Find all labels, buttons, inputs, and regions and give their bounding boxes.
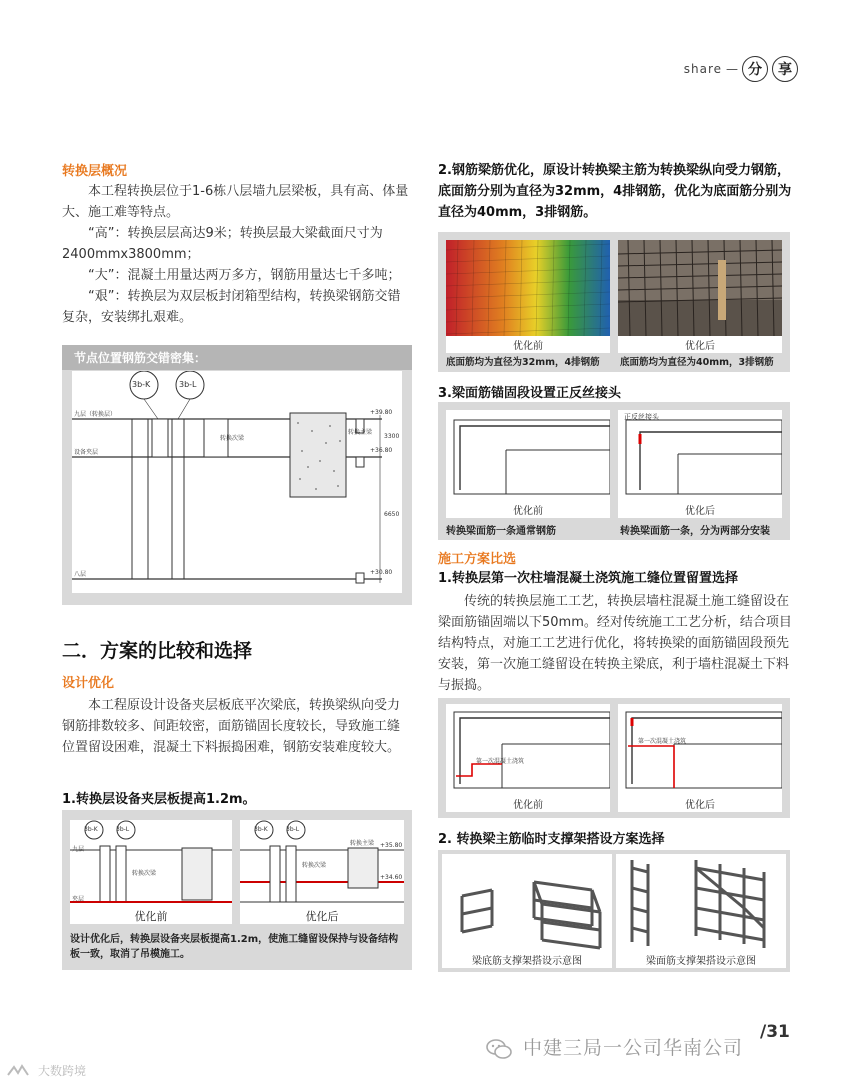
fig2-after-tag-k: 3b-K: [254, 826, 268, 833]
fig2-before-label-c: 转换次梁: [132, 870, 157, 877]
dimension-6650: 6650: [384, 511, 400, 518]
photo-rebar-before-svg: [446, 240, 610, 336]
header-share-label: share: [683, 62, 722, 76]
construction-scheme-title: 施工方案比选: [438, 552, 517, 567]
photo-rebar-before: [446, 240, 610, 336]
fig3-note-after: 底面筋均为直径为40mm，3排钢筋: [620, 357, 774, 368]
node-rebar-svg: [72, 371, 402, 593]
fig5-after-svg: [618, 704, 782, 794]
fig5-before-label: 第一次混凝土浇筑: [476, 758, 525, 765]
fig2-after-label-d: 转换主梁: [350, 840, 375, 847]
fig6-left-svg: [442, 854, 612, 950]
figure-node-rebar-drawing: [72, 371, 402, 593]
figure-mezzanine-raise: [62, 810, 412, 970]
page-header: [684, 56, 798, 82]
tag-3b-l: 3b-L: [179, 380, 197, 389]
watermark-icon: [6, 1063, 34, 1079]
footer-watermark-logo: [6, 1062, 86, 1079]
header-circle-char-1: 分: [742, 56, 768, 82]
fig2-after-pane: [240, 820, 404, 924]
overview-para-2: “高”：转换层层高达9米；转换层最大梁截面尺寸为2400mmx3800mm；: [62, 226, 383, 262]
fig2-before-tag-k: 3b-K: [84, 826, 98, 833]
header-circle-char-2: 享: [772, 56, 798, 82]
dimension-3300: 3300: [384, 433, 400, 440]
fig4-note-before: 转换梁面筋一条通常钢筋: [446, 526, 556, 537]
fig4-note-after: 转换梁面筋一条，分为两部分安装: [620, 526, 770, 537]
design-optimization-para: 本工程原设计设备夹层板底平次梁底，转换梁纵向受力钢筋排数较多、间距较密，面筋锚固长度较长，导致施工缝位置留设困难，混凝土下料振捣困难，钢筋安装难度较大。: [62, 698, 401, 755]
fig2-note: 设计优化后，转换层设备夹层板提高1.2m，使施工缝留设保持与设备结构板一致，取消了吊模施工。: [70, 934, 399, 960]
elevation-2: +36.80: [370, 447, 393, 454]
section-transfer-overview: [62, 160, 412, 328]
fig6-right-svg: [616, 854, 786, 950]
section-construction-scheme: [438, 548, 794, 696]
overview-para-1: 本工程转换层位于1-6栋八层墙九层梁板，具有高、体量大、施工难等特点。: [62, 184, 409, 220]
fig2-before-svg: [70, 820, 232, 910]
figure-node-rebar-header: 节点位置钢筋交错密集：: [62, 345, 412, 370]
section-design-optimization: [62, 672, 412, 758]
fig2-after-elev-e: +35.80: [380, 842, 403, 849]
fig2-before-label-a: 九层: [72, 846, 85, 853]
fig4-before-svg: [446, 410, 610, 500]
fig4-caption-after: 优化后: [685, 506, 715, 517]
label-secondary-beam: 转换次梁: [220, 435, 245, 442]
fig2-before-pane: [70, 820, 232, 924]
wechat-icon: [486, 1039, 512, 1059]
construction-joint-para: 传统的转换层施工工艺，转换层墙柱混凝土施工缝留设在梁面筋锚固端以下50mm。经对传统施工工艺分析，结合项目结构特点，对施工工艺进行优化，将转换梁的面筋锚固段预先安装，第一次施工缝留设在转换主梁底，利于墙柱混凝土下料与振捣。: [438, 594, 792, 693]
page-number-value: 31: [766, 1022, 790, 1042]
elevation-1: +39.80: [370, 409, 393, 416]
figure-anchorage: [438, 402, 790, 540]
fig4-before-pane: [446, 410, 610, 518]
fig2-after-elev-f: +34.60: [380, 874, 403, 881]
figure-construction-joint: [438, 698, 790, 818]
watermark-text: 大数跨境: [38, 1064, 87, 1078]
figure-support-frames: [438, 850, 790, 972]
design-optimization-title: 设计优化: [62, 676, 115, 691]
figure-node-rebar: [62, 345, 412, 605]
wechat-account-name: [486, 1033, 743, 1060]
fig6-right-pane: [616, 854, 786, 968]
fig5-before-pane: [446, 704, 610, 812]
section-title-transfer-overview: 转换层概况: [62, 164, 128, 179]
fig2-before-tag-l: 3b-L: [116, 826, 130, 833]
header-dash: —: [726, 62, 738, 76]
fig6-caption-right: 梁面筋支撑架搭设示意图: [646, 956, 756, 967]
label-ninth-floor: 九层（转换层）: [74, 411, 117, 418]
fig5-after-pane: [618, 704, 782, 812]
overview-para-4: “艰”：转换层为双层板封闭箱型结构，转换梁钢筋交错复杂，安装绑扎艰难。: [62, 289, 401, 325]
construction-joint-heading: 1.转换层第一次柱墙混凝土浇筑施工缝位置留置选择: [438, 571, 738, 586]
elevation-3: +30.80: [370, 569, 393, 576]
fig3-note-before: 底面筋均为直径为32mm，4排钢筋: [446, 357, 600, 368]
photo-rebar-after-svg: [618, 240, 782, 336]
page-number: /31: [760, 1022, 790, 1042]
fig3-caption-after: 优化后: [618, 336, 782, 353]
photo-rebar-after: [618, 240, 782, 336]
label-main-beam: 转换主梁: [348, 429, 373, 436]
fig5-after-label: 第一次混凝土浇筑: [638, 738, 687, 745]
fig2-after-label-c: 转换次梁: [302, 862, 327, 869]
fig4-label-coupler: 正反丝接头: [624, 413, 659, 421]
overview-para-3: “大”：混凝土用量达两万多方，钢筋用量达七千多吨；: [88, 268, 401, 283]
section-2-title: 二．方案的比较和选择: [62, 640, 253, 662]
fig5-before-svg: [446, 704, 610, 794]
tag-3b-k: 3b-K: [132, 380, 151, 389]
fig6-caption-left: 梁底筋支撑架搭设示意图: [472, 956, 582, 967]
support-frame-heading: 2. 转换梁主筋临时支撑架搭设方案选择: [438, 832, 665, 847]
wechat-account-text: 中建三局一公司华南公司: [523, 1037, 744, 1059]
fig2-title: 1.转换层设备夹层板提高1.2m。: [62, 792, 256, 807]
fig3-caption-before: 优化前: [446, 336, 610, 353]
fig6-left-pane: [442, 854, 612, 968]
fig2-caption-after: 优化后: [305, 910, 339, 923]
label-eighth-floor: 八层: [74, 571, 87, 578]
fig5-caption-after: 优化后: [685, 800, 715, 811]
fig4-caption-before: 优化前: [513, 506, 543, 517]
fig5-caption-before: 优化前: [513, 800, 543, 811]
label-equipment-mezzanine: 设备夹层: [74, 449, 99, 456]
fig4-after-svg: [618, 410, 782, 500]
anchorage-heading: 3.梁面筋锚固段设置正反丝接头: [438, 386, 621, 401]
figure-rebar-photos: [438, 232, 790, 372]
rebar-optimization-heading: 2.钢筋梁筋优化，原设计转换梁主筋为转换梁纵向受力钢筋，底面筋分别为直径为32mm，4排钢筋，优化为底面筋分别为直径为40mm，3排钢筋。: [438, 163, 792, 220]
fig2-after-tag-l: 3b-L: [286, 826, 300, 833]
fig4-after-pane: [618, 410, 782, 518]
fig2-caption-before: 优化前: [134, 910, 168, 923]
fig2-before-label-b: 夹层: [72, 896, 85, 903]
